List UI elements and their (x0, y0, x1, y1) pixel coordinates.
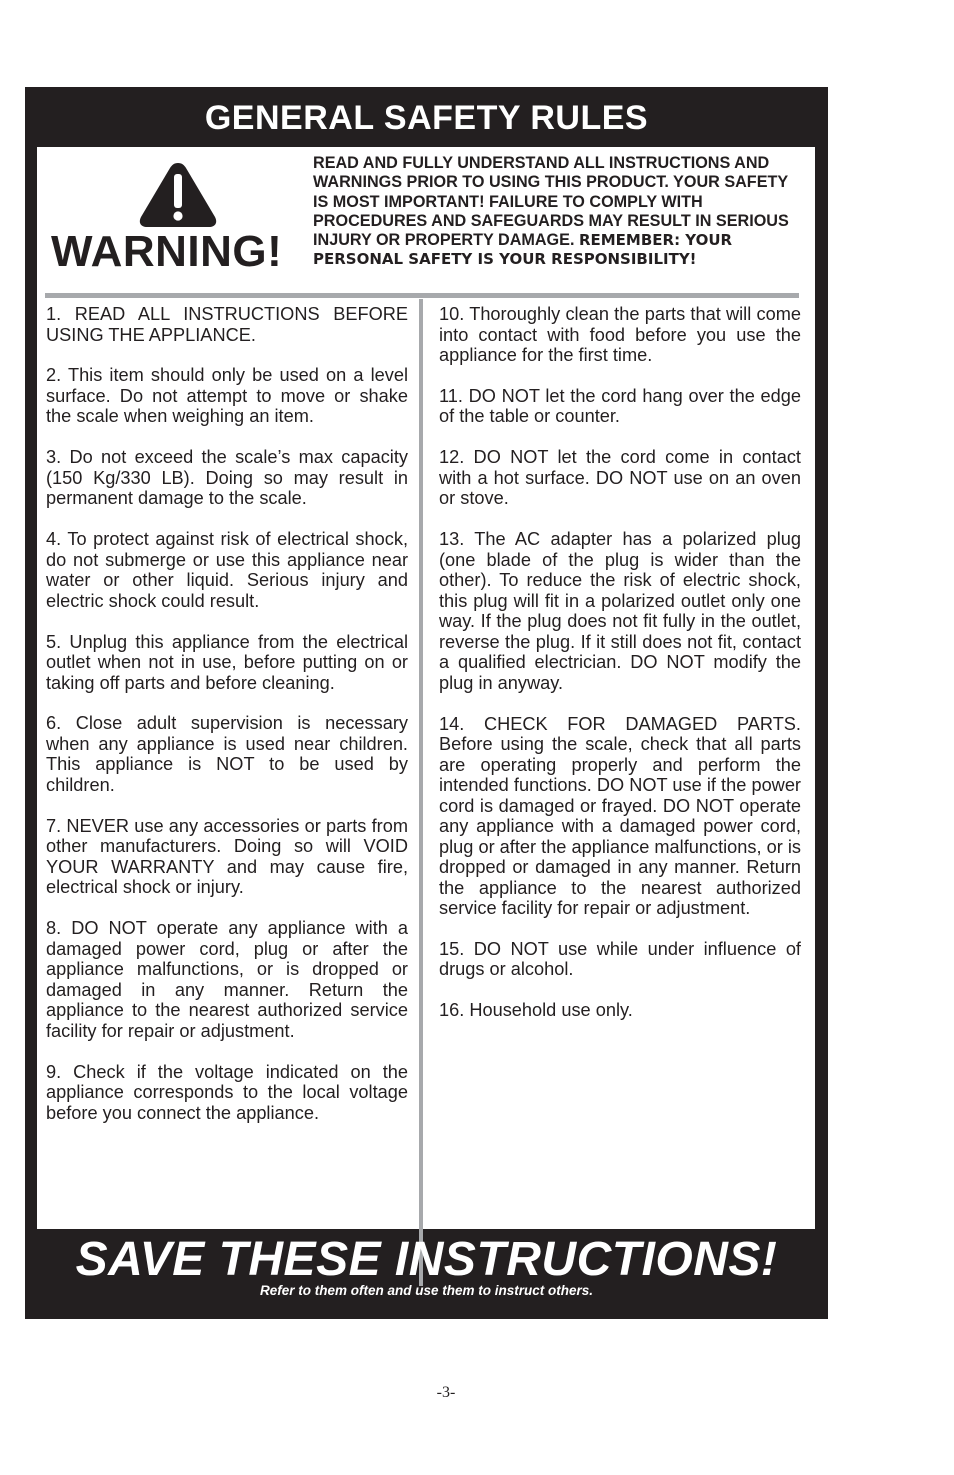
rule-item: 8. DO NOT operate any appliance with a damaged power cord, plug or after the appliance malfunctions, or is dropped or damaged in any manner. Return the appliance to the nearest authorized service facility for repair or adjustment. (46, 918, 408, 1041)
page-number: -3- (436, 1384, 456, 1401)
save-instructions-subtitle: Refer to them often and use them to instruct others. (259, 1283, 594, 1298)
rule-item: 10. Thoroughly clean the parts that will come into contact with food before you use the appliance for the first time. (439, 304, 801, 365)
rule-item: 15. DO NOT use while under influence of drugs or alcohol. (439, 938, 801, 980)
warning-text (313, 154, 803, 270)
warning-block (37, 147, 815, 294)
rule-item: 4. To protect against risk of electrical shock, do not submerge or use this appliance near water or other liquid. Serious injury and electric shock could result. (46, 529, 408, 611)
rule-item: 12. DO NOT let the cord come in contact with a hot surface. DO NOT use on an oven or stove. (439, 447, 801, 509)
warning-label: WARNING! (51, 227, 283, 276)
rules-column-right (439, 304, 801, 1041)
rule-item: 9. Check if the voltage indicated on the appliance corresponds to the local voltage before you connect the appliance. (46, 1061, 408, 1123)
rule-item: 16. Household use only. (439, 1000, 633, 1021)
rule-item: 3. Do not exceed the scale’s max capacity (150 Kg/330 LB). Doing so may result in permanent damage to the scale. (46, 447, 408, 509)
warning-triangle-icon (138, 160, 218, 230)
safety-rules-panel (25, 87, 828, 1319)
column-divider (419, 299, 423, 1286)
rule-item: 13. The AC adapter has a polarized plug (one blade of the plug is wider than the other). To reduce the risk of electric shock, this plug will fit in a polarized outlet only one way. If the plug does not fit fully in the outlet, reverse the plug. If it still does not fit, contact a qualified electrician. DO NOT modify the plug in anyway. (439, 529, 801, 693)
rule-item: 6. Close adult supervision is necessary when any appliance is used near children. This appliance is NOT to be used by children. (46, 713, 408, 795)
rule-item: 5. Unplug this appliance from the electrical outlet when not in use, before putting on or taking off parts and before cleaning. (46, 631, 408, 693)
rule-item: 1. READ ALL INSTRUCTIONS BEFORE USING THE APPLIANCE. (46, 304, 408, 345)
rules-content (37, 147, 815, 1229)
warning-body: READ AND FULLY UNDERSTAND ALL INSTRUCTIONS AND WARNINGS PRIOR TO USING THIS PRODUCT. YOUR SAFETY IS MOST IMPORTANT! FAILURE TO COMPLY WITH PROCEDURES AND SAFEGUARDS MAY RESULT IN SERIOUS INJURY OR PROPERTY DAMAGE. (313, 154, 789, 250)
warning-remember: REMEMBER: YOUR PERSONAL SAFETY IS YOUR RESPONSIBILITY! (313, 231, 733, 269)
save-instructions-headline: SAVE THESE INSTRUCTIONS! (75, 1233, 778, 1286)
rule-item: 7. NEVER use any accessories or parts from other manufacturers. Doing so will VOID YOUR WARRANTY and may cause fire, electrical shock or injury. (46, 815, 408, 898)
rule-item: 2. This item should only be used on a level surface. Do not attempt to move or shake the scale when weighing an item. (46, 365, 408, 427)
page-title: GENERAL SAFETY RULES (204, 99, 649, 137)
rule-item: 14. CHECK FOR DAMAGED PARTS. Before using the scale, check that all parts are operating properly and perform the intended functions. DO NOT use if the power cord is damaged or frayed. DO NOT operate any appliance with a damaged power cord, plug or after the appliance malfunctions, or is dropped or damaged in any manner. Return the appliance to the nearest authorized service facility for repair or adjustment. (439, 713, 801, 919)
rules-column-left (46, 304, 408, 1144)
header-divider (45, 293, 799, 298)
rule-item: 11. DO NOT let the cord hang over the edge of the table or counter. (439, 385, 801, 427)
